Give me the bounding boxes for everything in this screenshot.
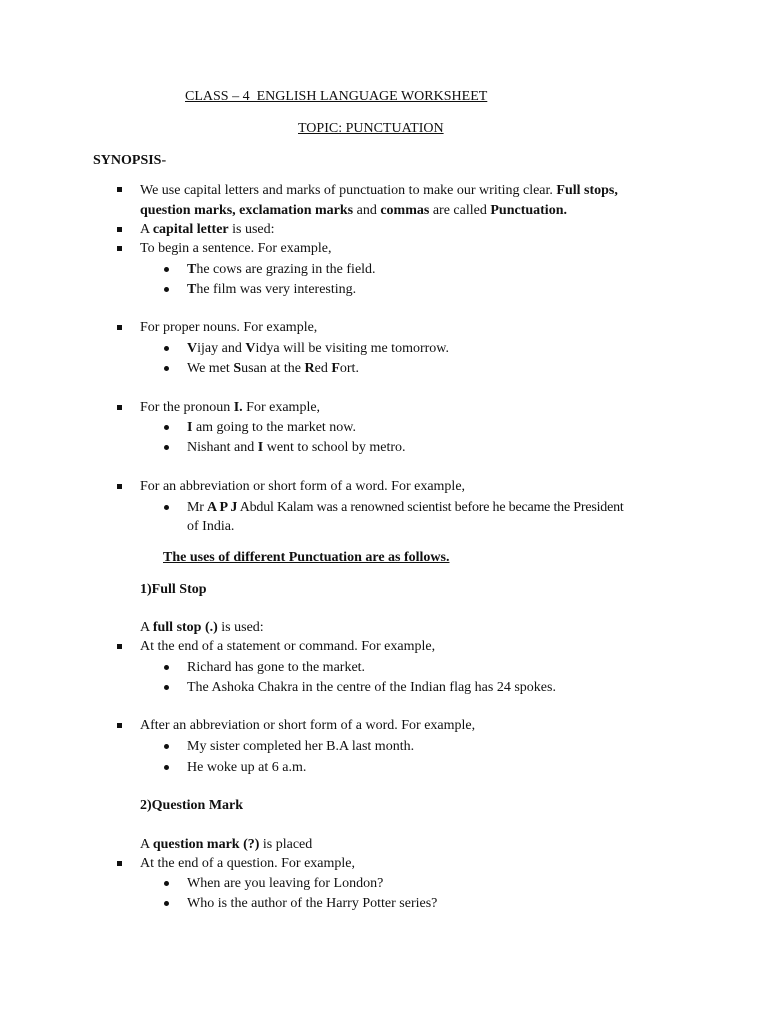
question-mark-label-1: At the end of a question. For example, [140,856,356,871]
round-bullet [164,665,169,670]
round-bullet [164,445,169,450]
round-bullet [164,366,169,371]
question-mark-example-1: When are you leaving for London? [187,876,384,891]
full-stop-example-4: He woke up at 6 a.m. [187,760,307,775]
sentence-label: To begin a sentence. For example, [140,241,332,256]
full-stop-example-1: Richard has gone to the market. [187,660,366,675]
proper-example-1: Vijay and Vidya will be visiting me tomorrow. [187,341,449,356]
round-bullet [164,685,169,690]
round-bullet [164,744,169,749]
round-bullet [164,881,169,886]
abbreviation-example-line2: of India. [187,519,235,534]
square-bullet [117,484,122,489]
pronoun-label: For the pronoun I. For example, [140,400,321,415]
round-bullet [164,505,169,510]
round-bullet [164,267,169,272]
pronoun-example-2: Nishant and I went to school by metro. [187,440,406,455]
capital-letter-line: A capital letter is used: [140,222,275,237]
full-stop-heading: 1)Full Stop [140,582,207,597]
full-stop-label-1: At the end of a statement or command. For example, [140,639,436,654]
sentence-example-1: The cows are grazing in the field. [187,262,376,277]
abbreviation-label: For an abbreviation or short form of a word. For example, [140,479,466,494]
question-mark-example-2: Who is the author of the Harry Potter series? [187,896,438,911]
square-bullet [117,325,122,330]
sentence-example-2: The film was very interesting. [187,282,357,297]
intro-paragraph-line2: question marks, exclamation marks and commas are called Punctuation. [140,203,567,218]
proper-example-2: We met Susan at the Red Fort. [187,361,359,376]
square-bullet [117,187,122,192]
full-stop-example-3: My sister completed her B.A last month. [187,739,415,754]
topic-title: TOPIC: PUNCTUATION [298,121,444,136]
round-bullet [164,346,169,351]
synopsis-heading: SYNOPSIS- [93,153,167,168]
question-mark-intro: A question mark (?) is placed [140,837,313,852]
round-bullet [164,901,169,906]
round-bullet [164,425,169,430]
proper-nouns-label: For proper nouns. For example, [140,320,318,335]
square-bullet [117,861,122,866]
square-bullet [117,405,122,410]
full-stop-label-2: After an abbreviation or short form of a word. For example, [140,718,476,733]
round-bullet [164,287,169,292]
square-bullet [117,723,122,728]
square-bullet [117,644,122,649]
question-mark-heading: 2)Question Mark [140,798,244,813]
round-bullet [164,765,169,770]
full-stop-example-2: The Ashoka Chakra in the centre of the Indian flag has 24 spokes. [187,680,556,695]
uses-heading: The uses of different Punctuation are as follows. [163,550,450,565]
abbreviation-example-line1: Mr A P J Abdul Kalam was a renowned scientist before he became the President [187,500,624,515]
intro-paragraph-line1: We use capital letters and marks of punctuation to make our writing clear. Full stops, [140,183,618,198]
worksheet-title: CLASS – 4 ENGLISH LANGUAGE WORKSHEET [185,89,488,104]
full-stop-intro: A full stop (.) is used: [140,620,264,635]
pronoun-example-1: I am going to the market now. [187,420,357,435]
square-bullet [117,227,122,232]
square-bullet [117,246,122,251]
